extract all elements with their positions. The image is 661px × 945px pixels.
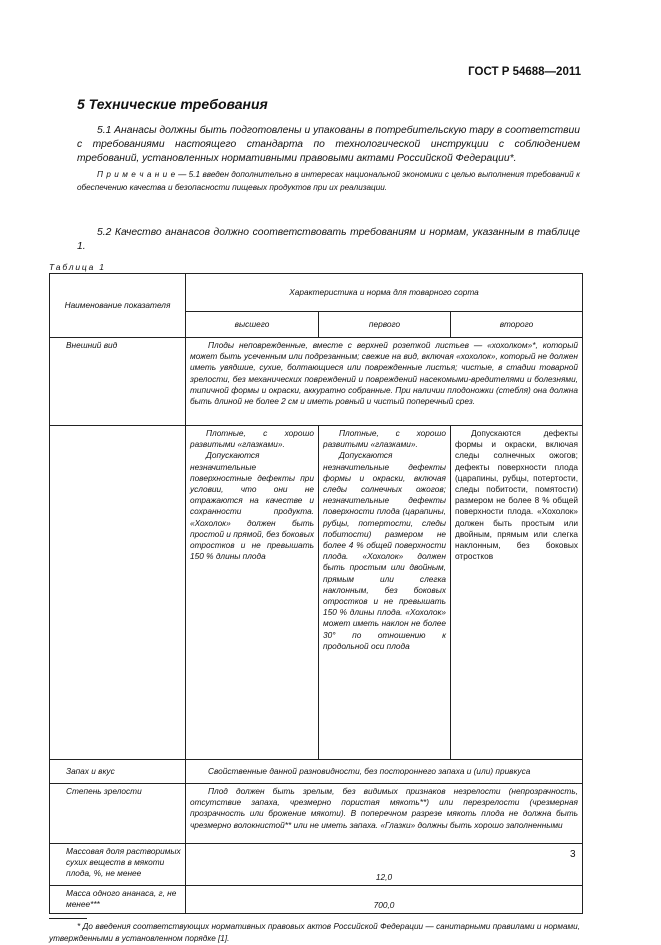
paragraph-5-2: [77, 226, 580, 254]
footnote-separator: [49, 918, 87, 919]
grade-first-part-b: Допускаются незначительные дефекты формы и окраски, включая следы солнечных ожогов; незначительные дефекты поверхности плода (царапины, рубцы, потертости, следы побитости) размером не более 4 % общей поверхности плода. «Хохолок» должен быть простым или двойным, прямым или слегка наклонным, без боковых отростков и не превышать 150 % длины плода. «Хохолок» может иметь наклон не более 30° по отношению к продольной оси плода: [323, 450, 446, 651]
table-row: [50, 426, 583, 760]
row-solids-name: Массовая доля растворимых сухих веществ в мякоти плода, %, не менее: [50, 844, 186, 886]
document-number: ГОСТ Р 54688—2011: [468, 66, 581, 78]
requirements-table: [49, 273, 583, 914]
section-title: 5 Технические требования: [77, 96, 268, 112]
row-smell-name: Запах и вкус: [50, 760, 186, 784]
row-mass-name: Масса одного ананаса, г, не менее***: [50, 886, 186, 914]
footnote-text: * До введения соответствующих нормативных правовых актов Российской Федерации — санитарными правилами и нормами, утвержденными в установленном порядке [1].: [49, 922, 580, 943]
grade-top-part-b: Допускаются незначительные поверхностные дефекты при условии, что они не отражаются на качестве и сохранности продукта. «Хохолок» должен быть простой и прямой, без боковых отростков и не превышать 150 % длины плода: [190, 450, 315, 562]
header-grade-second: второго: [451, 312, 583, 338]
row-grades-top: [186, 426, 319, 760]
table-row: [50, 784, 583, 844]
table-row: [50, 760, 583, 784]
row-appearance-name: Внешний вид: [50, 338, 186, 426]
row-ripeness-name: Степень зрелости: [50, 784, 186, 844]
header-grade-top: высшего: [186, 312, 319, 338]
row-appearance-text: Плоды неповрежденные, вместе с верхней розеткой листьев — «хохолком»*, который может быть усеченным или подрезанным; свежие на вид, включая «хохолок», который не должен иметь увядшие, сухие, болтающиеся или поврежденные листья; чистые, в стадии товарной зрелости, без механических повреждений и повреждений насекомыми-вредителями и болезнями, типичной формы и окраски, аккуратно собранные. При наличии плодоножки (стебля) она должна быть длиной не более 2 см и иметь ровный и чистый поперечный срез.: [186, 338, 583, 426]
note-text: — 5.1 введен дополнительно в интересах национальной экономики с целью выполнения требований к обеспечению качества и безопасности пищевых продуктов при их реализации.: [77, 170, 580, 192]
header-indicator-name: Наименование показателя: [50, 274, 186, 338]
paragraph-5-1-text: 5.1 Ананасы должны быть подготовлены и упакованы в потребительскую тару в соответствии с требованиями настоящего стандарта по технологической инструкции с соблюдением требований, установленных нормативными правовыми актами Российской Федерации*.: [77, 125, 580, 164]
table-caption: Таблица 1: [49, 262, 106, 272]
table-row: [50, 844, 583, 886]
row-smell-text: Свойственные данной разновидности, без постороннего запаха и (или) привкуса: [186, 760, 583, 784]
row-mass-value: 700,0: [186, 886, 583, 914]
row-grades-first: [319, 426, 451, 760]
note-label: П р и м е ч а н и е: [97, 170, 176, 179]
footnote: [49, 921, 580, 945]
row-solids-value: 12,0: [186, 844, 583, 886]
note: [77, 168, 580, 194]
row-grades-name-empty: [50, 426, 186, 760]
paragraph-5-1: [77, 124, 580, 166]
header-grade-group: Характеристика и норма для товарного сорта: [186, 274, 583, 312]
grade-second-text: Допускаются дефекты формы и окраски, включая следы солнечных ожогов; дефекты поверхности плода (царапины, рубцы, потертости, следы побитости, помятости) размером не более 8 % общей поверхности плода. «Хохолок» должен быть простым или двойным, прямым или слегка наклонным, без боковых отростков: [455, 428, 578, 562]
grade-top-part-a: Плотные, с хорошо развитыми «глазками».: [190, 428, 314, 450]
page-number: 3: [570, 849, 576, 860]
grade-first-part-a: Плотные, с хорошо развитыми «глазками».: [323, 428, 446, 450]
row-ripeness-text: Плод должен быть зрелым, без видимых признаков незрелости (непрозрачность, отсутствие запаха, чрезмерно пористая мякоть**) или перезрелости (чрезмерная прозрачность или брожение мякоти). В поперечном разрезе мякоть плода не должна быть чрезмерно волокнистой** или не иметь запаха. «Глазки» должны быть хорошо заполненными: [186, 784, 583, 844]
paragraph-5-2-text: 5.2 Качество ананасов должно соответствовать требованиям и нормам, указанным в таблице 1.: [77, 227, 580, 252]
table-row: [50, 338, 583, 426]
table-row: [50, 886, 583, 914]
header-grade-first: первого: [319, 312, 451, 338]
row-grades-second: [451, 426, 583, 760]
